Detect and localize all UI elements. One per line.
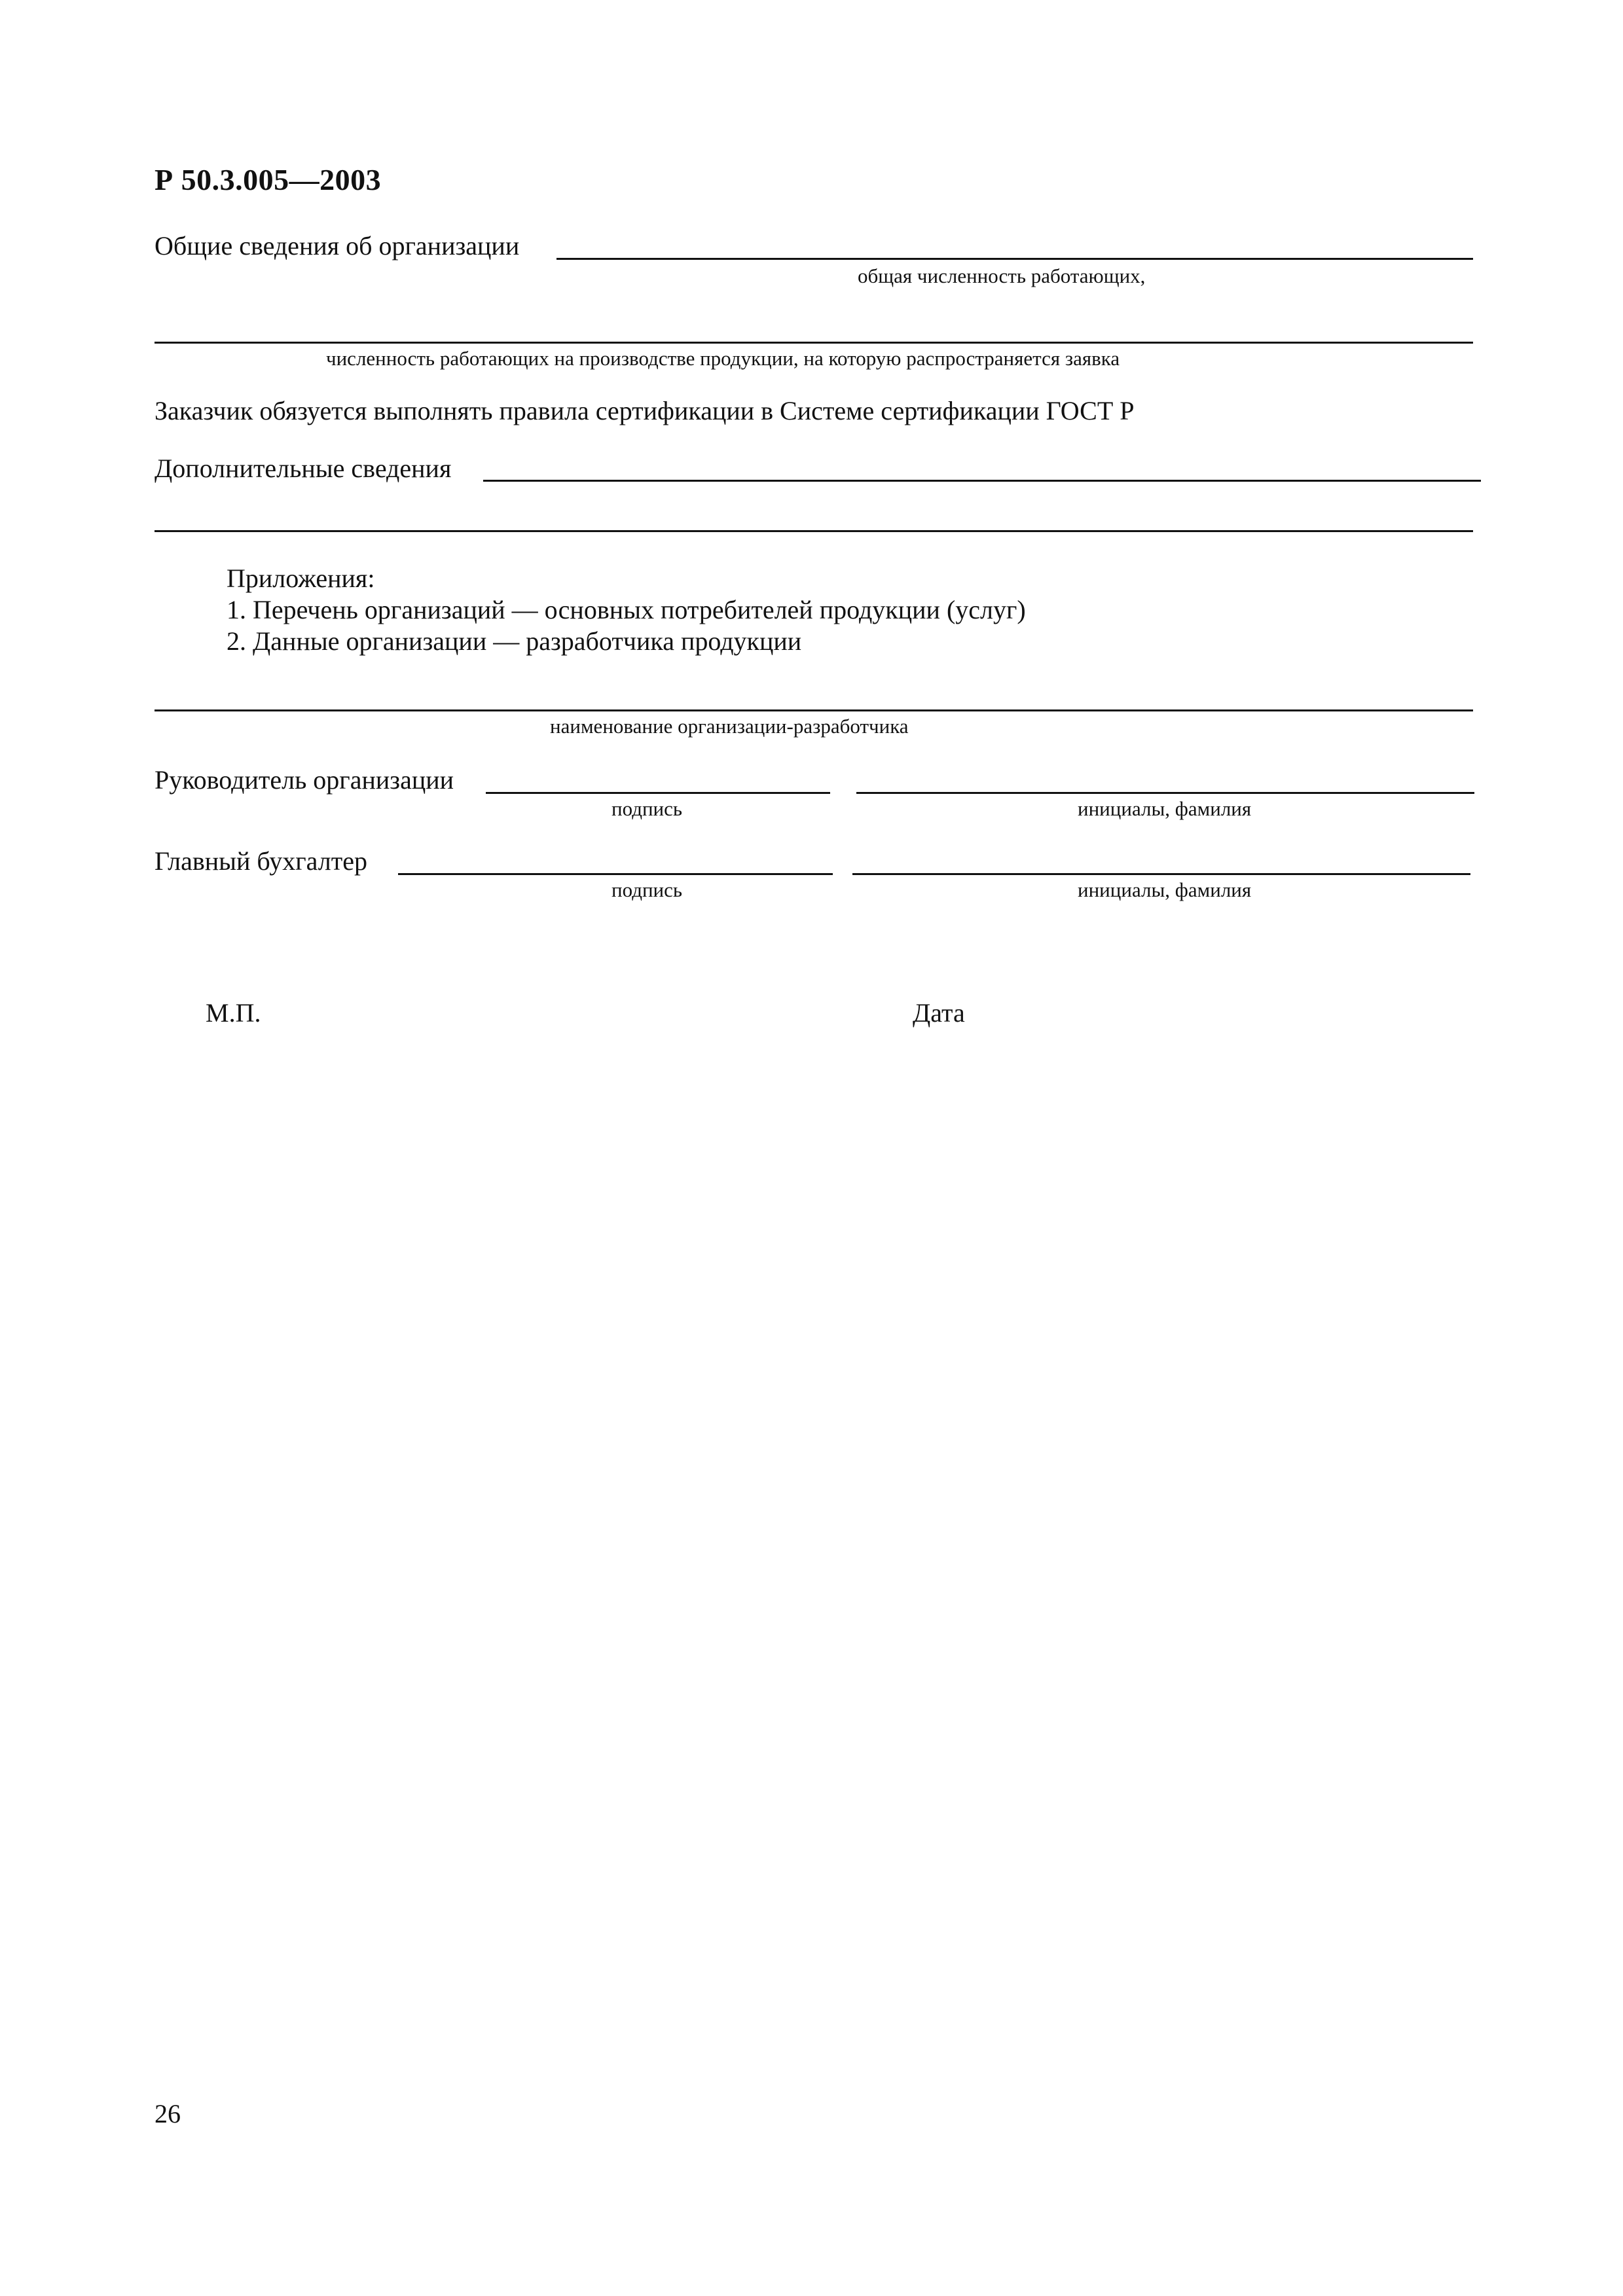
date-label: Дата	[913, 998, 965, 1028]
head-label: Руководитель организации	[155, 765, 454, 795]
head-signature-field[interactable]	[486, 792, 830, 794]
document-code: Р 50.3.005—2003	[155, 163, 382, 196]
attachment-item-2: 2. Данные организации — разработчика продукции	[227, 626, 802, 656]
general-info-caption-1: общая численность работающих,	[858, 264, 1146, 287]
attachment-item-1: 1. Перечень организаций — основных потребителей продукции (услуг)	[227, 595, 1026, 624]
stamp-label: М.П.	[206, 998, 261, 1028]
workers-count-field[interactable]	[155, 342, 1473, 344]
general-info-field[interactable]	[556, 258, 1473, 260]
page-number: 26	[155, 2099, 181, 2128]
head-signature-caption: подпись	[611, 797, 683, 820]
general-info-caption-2: численность работающих на производстве продукции, на которую распространяется заявка	[326, 347, 1120, 370]
additional-info-label: Дополнительные сведения	[155, 454, 452, 483]
accountant-signature-field[interactable]	[398, 873, 833, 875]
head-name-caption: инициалы, фамилия	[1078, 797, 1252, 820]
accountant-name-field[interactable]	[852, 873, 1470, 875]
accountant-label: Главный бухгалтер	[155, 846, 367, 876]
attachments-heading: Приложения:	[227, 564, 375, 593]
developer-name-field[interactable]	[155, 709, 1473, 711]
accountant-signature-caption: подпись	[611, 878, 683, 901]
additional-info-field[interactable]	[483, 480, 1481, 482]
accountant-name-caption: инициалы, фамилия	[1078, 878, 1252, 901]
developer-caption: наименование организации-разработчика	[550, 715, 909, 738]
head-name-field[interactable]	[856, 792, 1474, 794]
additional-info-field-2[interactable]	[155, 530, 1473, 532]
obligation-text: Заказчик обязуется выполнять правила сертификации в Системе сертификации ГОСТ Р	[155, 396, 1135, 425]
general-info-label: Общие сведения об организации	[155, 231, 520, 260]
